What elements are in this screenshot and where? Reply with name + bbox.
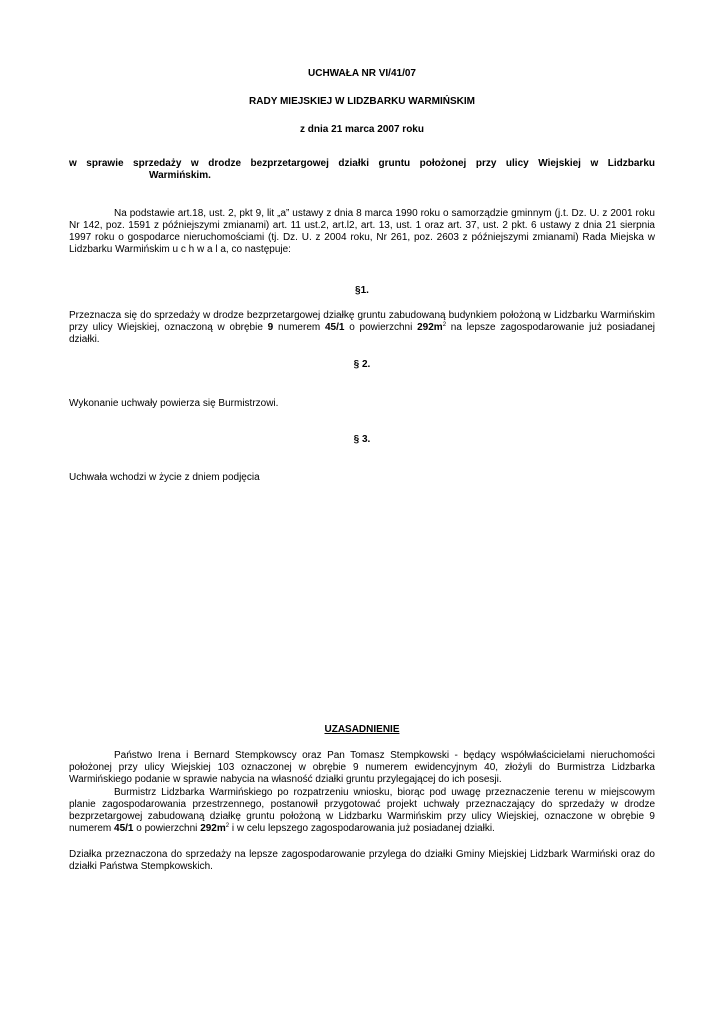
preamble: Na podstawie art.18, ust. 2, pkt 9, lit „a” ustawy z dnia 8 marca 1990 roku o samorządzie gminnym (j.t. Dz. U. z 2001 roku Nr 142, poz. 1591 z późniejszymi zmianami) art. 11 ust.2, art.l2, art. 13, ust. 1 oraz art. 37, ust. 2 pkt. 6 ustawy z dnia 21 sierpnia 1997 roku o gospodarce nieruchomościami (tj. Dz. U. z 2004 roku, Nr 261, poz. 2603 z późniejszymi zmianami) Rada Miejska w Lidzbarku Warmińskim u c h w a l a, co następuje: xyxy=(69,208,655,255)
section-1-area: 292m xyxy=(417,322,443,333)
justification-heading: UZASADNIENIE xyxy=(324,724,400,735)
justification-paragraph-1: Państwo Irena i Bernard Stempkowscy oraz Pan Tomasz Stempkowski - będący współwłaścicielami nieruchomości położonej przy ulicy Wiejskiej 103 oznaczonej w obrębie 9 numerem ewidencyjnym 40, złożyli do Burmistrza Lidzbarka Warmińskiego podanie w sprawie nabycia na własność działki gruntu przylegającej do ich posesji. xyxy=(69,750,655,785)
justification-p2-area: 292m xyxy=(200,823,226,834)
section-1-parcel: 45/1 xyxy=(324,322,345,333)
section-1-text xyxy=(69,310,655,346)
section-1-heading: §1. xyxy=(355,285,369,296)
justification-p2-text-b: o powierzchni xyxy=(133,823,201,834)
justification-p2-text-a: Burmistrz Lidzbarka Warmińskiego po rozpatrzeniu wniosku, biorąc pod uwagę przeznaczenie terenu w miejscowym planie zagospodarowania przestrzennego, postanowił przygotować projekt uchwały przeznaczający do sprzedaży w drodze bezprzetargowej zabudowaną działkę gruntu położoną w Lidzbarku Warmińskim przy ulicy Wiejskiej, oznaczone w obrębie 9 numerem xyxy=(69,787,655,834)
justification-p2-text-c: i w celu lepszego zagospodarowania już posiadanej działki. xyxy=(229,823,495,834)
section-2-text: Wykonanie uchwały powierza się Burmistrzowi. xyxy=(69,398,279,409)
resolution-number: UCHWAŁA NR VI/41/07 xyxy=(308,68,416,79)
resolution-subject xyxy=(69,158,655,182)
section-1-text-c: o powierzchni xyxy=(344,322,418,333)
justification-p2-area-sup: 2 xyxy=(225,823,230,829)
section-2-heading: § 2. xyxy=(353,359,371,370)
justification-paragraph-2 xyxy=(69,787,655,835)
section-1-text-b: numerem xyxy=(273,322,325,333)
justification-p2-parcel: 45/1 xyxy=(114,823,134,834)
section-1-obreb: 9 xyxy=(267,322,274,333)
council-name: RADY MIEJSKIEJ W LIDZBARKU WARMIŃSKIM xyxy=(249,96,475,107)
subject-line-1: w sprawie sprzedaży w drodze bezprzetargowej działki gruntu położonej przy ulicy Wiejskiej w Lidzbarku xyxy=(69,158,655,169)
section-1-text-a: Przeznacza się do sprzedaży w drodze bezprzetargowej działkę gruntu zabudowaną budynkiem położoną w Lidzbarku Warmińskim przy ulicy Wiejskiej, oznaczoną w obrębie xyxy=(69,310,655,333)
justification-paragraph-3: Działka przeznaczona do sprzedaży na lepsze zagospodarowanie przylega do działki Gminy Miejskiej Lidzbark Warmiński oraz do działki Państwa Stempkowskich. xyxy=(69,849,655,872)
section-3-text: Uchwała wchodzi w życie z dniem podjęcia xyxy=(69,472,260,483)
subject-line-2: Warmińskim. xyxy=(149,170,211,181)
section-3-heading: § 3. xyxy=(353,434,371,445)
section-1-text-d: na lepsze zagospodarowanie już posiadanej działki. xyxy=(69,322,655,345)
resolution-date: z dnia 21 marca 2007 roku xyxy=(300,124,424,135)
section-1-area-sup: 2 xyxy=(442,322,447,328)
